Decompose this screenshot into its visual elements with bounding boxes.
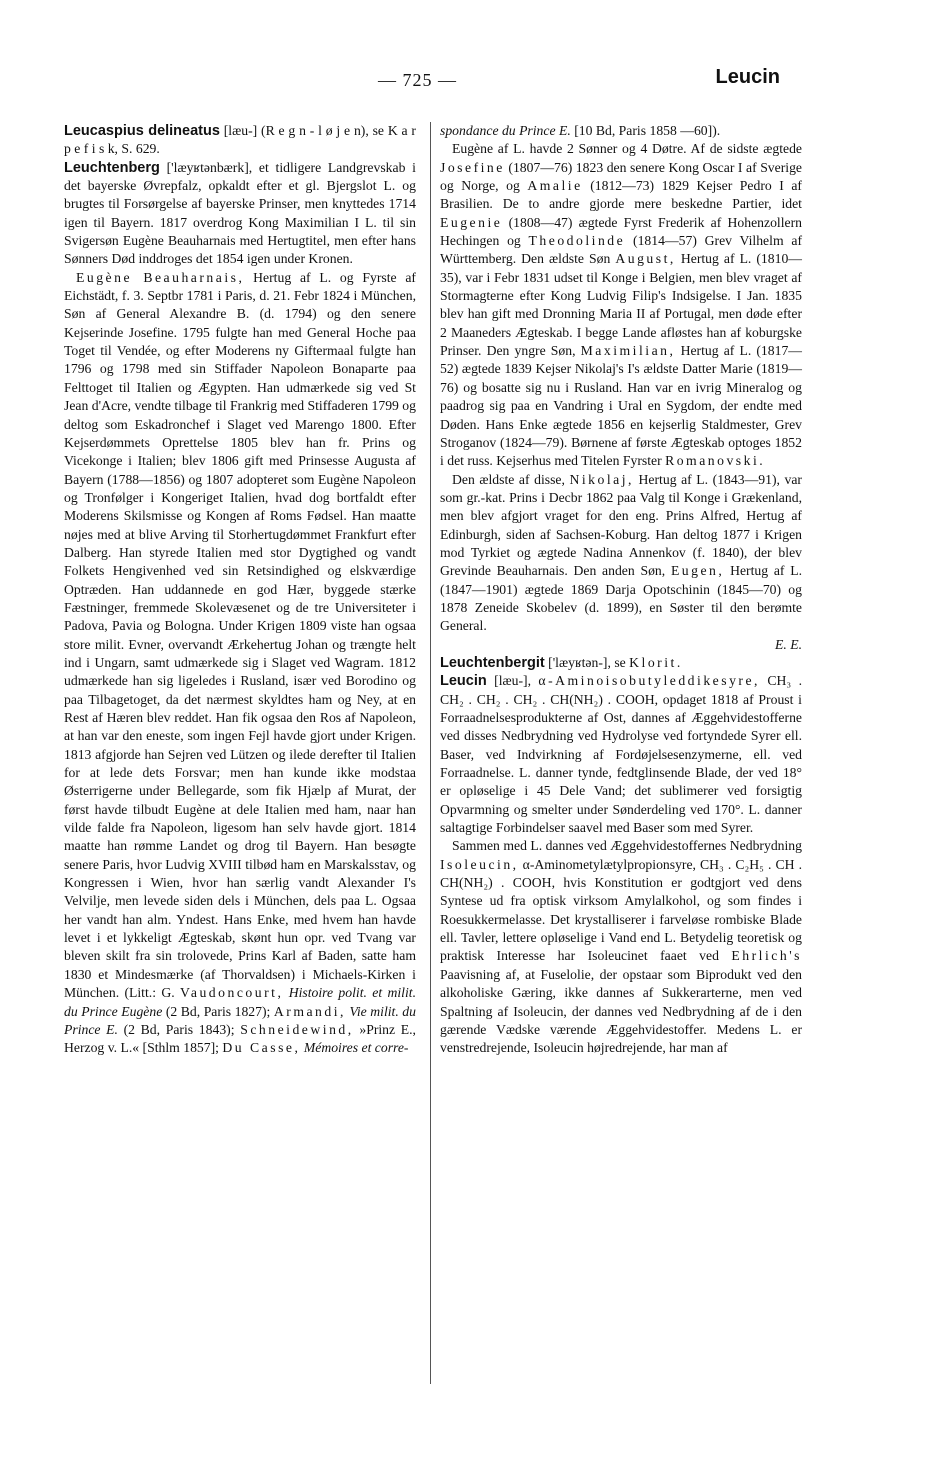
spaced-name: Josefine	[440, 159, 505, 175]
cross-reference: Klorit.	[629, 654, 683, 670]
literature-title: Vie milit. du Prince E.	[64, 1003, 416, 1037]
spaced-name: Amalie	[527, 178, 583, 194]
literature-ref: (2 Bd, Paris 1827);	[162, 1003, 274, 1019]
page-number: — 725 —	[378, 70, 457, 90]
spaced-name: Nikolaj,	[569, 471, 634, 487]
paragraph-text: α-Aminometylætylpropionsyre, CH₃ . C₂H₅ . CH . CH(NH₂) . COOH, hvis Konstitution er godtgjort ved dens Syntese ud fra optisk virksom Amylalkohol, og som findes i Roesukkermelasse. Det krystalliserer i farveløse rombiske Blade ell. Tavler, lettere opløselige i Vand end L. Betydelig teoretisk og praktisk Interesse har Isoleucinet faaet ved	[440, 856, 802, 964]
paragraph-text: Hertug af L. (1847—1901) ægtede 1869 Darja Opotschinin (1845—70) og 1878 Zeneide Skobelev (d. 1899), en Søster til den berømte General.	[440, 563, 802, 634]
paragraph-isoleucin	[440, 837, 802, 1057]
spaced-name: Theodolinde	[528, 233, 626, 249]
paragraph-eugene	[64, 269, 416, 1058]
spaced-name: Eugenie	[440, 214, 503, 230]
spaced-name: Isoleucin,	[440, 856, 519, 872]
page-header	[0, 66, 928, 98]
literature-ref: (2 Bd, Paris 1843);	[117, 1021, 241, 1037]
paragraph-text: Paavisning af, at Fuselolie, der opstaar som Biprodukt ved den alkoholiske Gæring, ikke dannes af Sukkerarterne, men ved Spaltning af Isoleucin, der dannes ved Nedbrydning af de i den gærende Vædske værende Æggehvidestoffer. Medens L. er venstredrejende, Isoleucin højredrejende, har man af	[440, 966, 802, 1056]
literature-author: Armandi,	[273, 1003, 346, 1019]
running-head: Leucin	[715, 66, 780, 88]
author-signature: E. E.	[775, 636, 802, 652]
paragraph-grandchildren	[440, 471, 802, 654]
paragraph-text: Hertug af L. (1810—35), var i Febr 1831 udset til Konge i Belgien, men blev vraget af Stormagterne efter Kong Ludvig Filip's Indsigelse. I Jan. 1835 blev han gift med Dronning Maria II af Portugal, men døde efter 2 Maaneders Ægteskab. I begge Lande afløstes han af koburgske Prinser. Den yngre Søn,	[440, 251, 802, 359]
literature-title: Mémoires et corre-	[300, 1040, 409, 1056]
spaced-name: Eugène Beauharnais,	[76, 269, 245, 285]
literature-author: Schneidewind,	[240, 1021, 354, 1037]
literature-author: Du Casse,	[222, 1040, 301, 1056]
right-column	[440, 122, 802, 1058]
paragraph-children	[440, 140, 802, 470]
paragraph-text: (1814—57) Grev Vilhelm af Württemberg. Den ældste Søn	[440, 233, 802, 267]
spaced-name: August,	[615, 251, 676, 267]
literature-title: spondance du Prince E.	[440, 123, 571, 138]
entry-text: [læu-] (R e g n - l ø j e n), se K a r p e f i s k, S. 629.	[64, 123, 416, 157]
paragraph-text: Hertug af L. (1817—52) ægtede 1839 Kejser Nikolaj's I's ældste Datter Marie (1819—76) og bosatte sig nu i Rusland. Han var en ivrig Mineralog og paadrog sig paa en Vandring i Ural en Sygdom, der endte med Døden. Hans Enke ægtede 1856 en kejserlig Staldmester, Grev Stroganov (1824—79). Børnene af første Ægteskab optoges 1852 i det russ. Kejserhus med Titelen Fyrster	[440, 343, 802, 469]
spaced-name: Ehrlich's	[731, 948, 802, 964]
paragraph-text: Eugène af L. havde 2 Sønner og 4 Døtre. Af de sidste ægtede	[452, 141, 802, 157]
entry-leuchtenberg	[64, 159, 416, 269]
column-divider	[430, 122, 431, 1384]
spaced-name: Eugen,	[670, 563, 725, 579]
literature-ref: [10 Bd, Paris 1858 —60]).	[570, 123, 721, 138]
spaced-name: Maximilian,	[580, 343, 676, 359]
paragraph-text: Hertug af L. og Fyrste af Eichstädt, f. 3. Septbr 1781 i Paris, d. 21. Febr 1824 i München, Søn af General Alexandre B. (d. 1794) og den senere Kejserinde Josefine. 1795 fulgte han med General Hoche paa Toget til Vendée, og efter Moderens ny Giftermaal fulgte han 1796 og 1798 med sin Stiffader Napoleon Bonaparte paa Felttoget til Italien og Ægypten. Han udmærkede sig ved St Jean d'Acre, vendte tilbage til Frankrig med Stiffaderen 1799 og deltog som Eskadronchef i Slaget ved Marengo 1800. Efter Kejserdømmets Oprettelse 1805 blev han fr. Prins og Vicekonge i Italien; blev 1806 gift med Prinsesse Augusta af Bayern (1788—1856) og 1807 adopteret som Eugène Napoleon og Tronfølger i Kongeriget Italien, hvad dog bortfaldt efter Moderens Skilsmisse og Kongen af Roms Fødsel. Han maatte nøjes med at blive Arving til Storhertugdømmet Frankfurt efter Dalberg. Han styrede Italien med stor Dygtighed og vandt Folkets Hengivenhed ved sin Retsindighed og elskværdige Optræden. Han uddannede en god Hær, byggede stærke Fæstninger, fremmede Skolevæsenet og de tre Universiteter i Padova, Pavia og Bologna. Under Krigen 1809 viste han ogsaa store milit. Evner, overvandt Ærkehertug Johan og trængte helt ind i Ungarn, samt udmærkede sig i Slaget ved Wagram. 1812 udmærkede han sig ligeledes i Rusland, især ved Borodino og paa Tilbagetoget, da det nærmest skyldtes ham og Ney, at en Rest af Hæren blev reddet. Han fik ogsaa den Ros af Napoleon, at han var den eneste, som ingen Fejl havde gjort under Krigen. 1813 afgjorde han Sejren ved Lützen og ilede derefter til Italien for at lede dets Forsvar; men han kunde ikke modstaa Østerrigerne under Bellegarde, som fik Hjælp af Murat, der først havde tilbudt Eugène at dele Italien med ham, naar han vilde falde fra Napoleon, ligesom han selv havde gjort. 1814 maatte han rømme Landet og drog til Bayern. Han besøgte senere Paris, hvor Ludvig XVIII tilbød ham en Marskalsstav, og Kongressen i Wien, hvor han særlig vandt Alexander I's Velvilje, men levede siden dels i München, dels paa L. Ogsaa her vandt han alm. Yndest. Hans Enke, med hvem han havde levet i et lykkeligt Ægteskab, skønt hun opr. ved Tvang var bleven skilt fra sin trolovede, Prins Karl af Baden, satte ham 1830 et Mindesmærke (af Thorvaldsen) i Michaels-Kirken i München. (Litt.: G.	[64, 269, 416, 1001]
headword: Leucin	[440, 673, 487, 690]
spaced-name: Romanovski.	[665, 453, 766, 469]
entry-leucaspius	[64, 122, 416, 159]
literature-ref: »Prinz E., Herzog v. L.« [Sthlm 1857];	[64, 1021, 416, 1056]
paragraph-text: Hertug af L. (1843—91), var som gr.-kat. Prins i Decbr 1862 paa Valg til Konge i Grækenland, men blev afgjort vraget for den eng. Prins Alfred, Hertug af Edinburgh, siden af Sachsen-Koburg. Han deltog 1877 i Krigen mod Tyrkiet og ægtede Nadina Annenkov (f. 1840), der blev Grevinde Beauharnais. Den anden Søn,	[440, 471, 802, 579]
left-column	[64, 122, 416, 1058]
headword: Leucaspius delineatus	[64, 123, 220, 139]
paragraph-text: (1808—47) ægtede Fyrst Frederik af Hohenzollern Hechingen og	[440, 214, 802, 249]
literature-title: Histoire polit. et milit. du Prince Eugène	[64, 985, 416, 1019]
entry-text: [læu-],	[486, 673, 539, 689]
paragraph-text: Sammen med L. dannes ved Æggehvidestoffernes Nedbrydning	[452, 838, 802, 854]
literature-author: Vaudoncourt,	[180, 985, 284, 1001]
entry-text: ['læyʁtən-], se	[544, 654, 630, 670]
entry-text: CH₃ . CH₂ . CH₂ . CH₂ . CH(NH₂) . COOH, opdaget 1818 af Proust i Forraadnelsesprodukterne af Ost, dannes af Æggehvidestofferne ved disses Nedbrydning ved Hydrolyse ved fortyndede Syrer ell. Baser, ved Indvirkning af Fordøjelsesenzymerne, ell. ved Forraadnelse. L. danner tynde, fedtglinsende Blade, der ved 18° er opløselige i 45 Dele Vand; det sublimerer ved forsigtig Opvarmning og smelter under Sønderdeling ved 170°. L. danner saltagtige Forbindelser saavel med Baser som med Syrer.	[440, 673, 802, 836]
headword: Leuchtenberg	[64, 159, 160, 176]
paragraph-text: Den ældste af disse,	[452, 471, 570, 487]
entry-leucin	[440, 672, 802, 837]
entry-leuchtenbergit	[440, 654, 802, 672]
chemical-name: α-Aminoisobutyleddikesyre,	[538, 673, 760, 689]
paragraph-text: (1807—76) 1823 den senere Kong Oscar I af Sverige og Norge, og	[440, 159, 802, 194]
entry-text: ['læyʁtənbærk], et tidligere Landgrevskab i det bayerske Øvrepfalz, opkaldt efter et gl. Bjergslot L. og brugtes til Forsørgelse af bayerske Prinser, men knyttedes 1714 igen til Bayern. 1817 overdrog Kong Maximilian I L. til sin Svigersøn Eugène Beauharnais med Hertugtitel, men efter hans Sønners Død inddroges det 1854 igen under Kronen.	[64, 159, 416, 267]
headword: Leuchtenbergit	[440, 654, 545, 671]
continuation	[440, 122, 802, 140]
paragraph-text: (1812—73) 1829 Kejser Pedro I af Brasilien. De to andre gjorde mere beskedne Partier, idet	[440, 178, 802, 212]
